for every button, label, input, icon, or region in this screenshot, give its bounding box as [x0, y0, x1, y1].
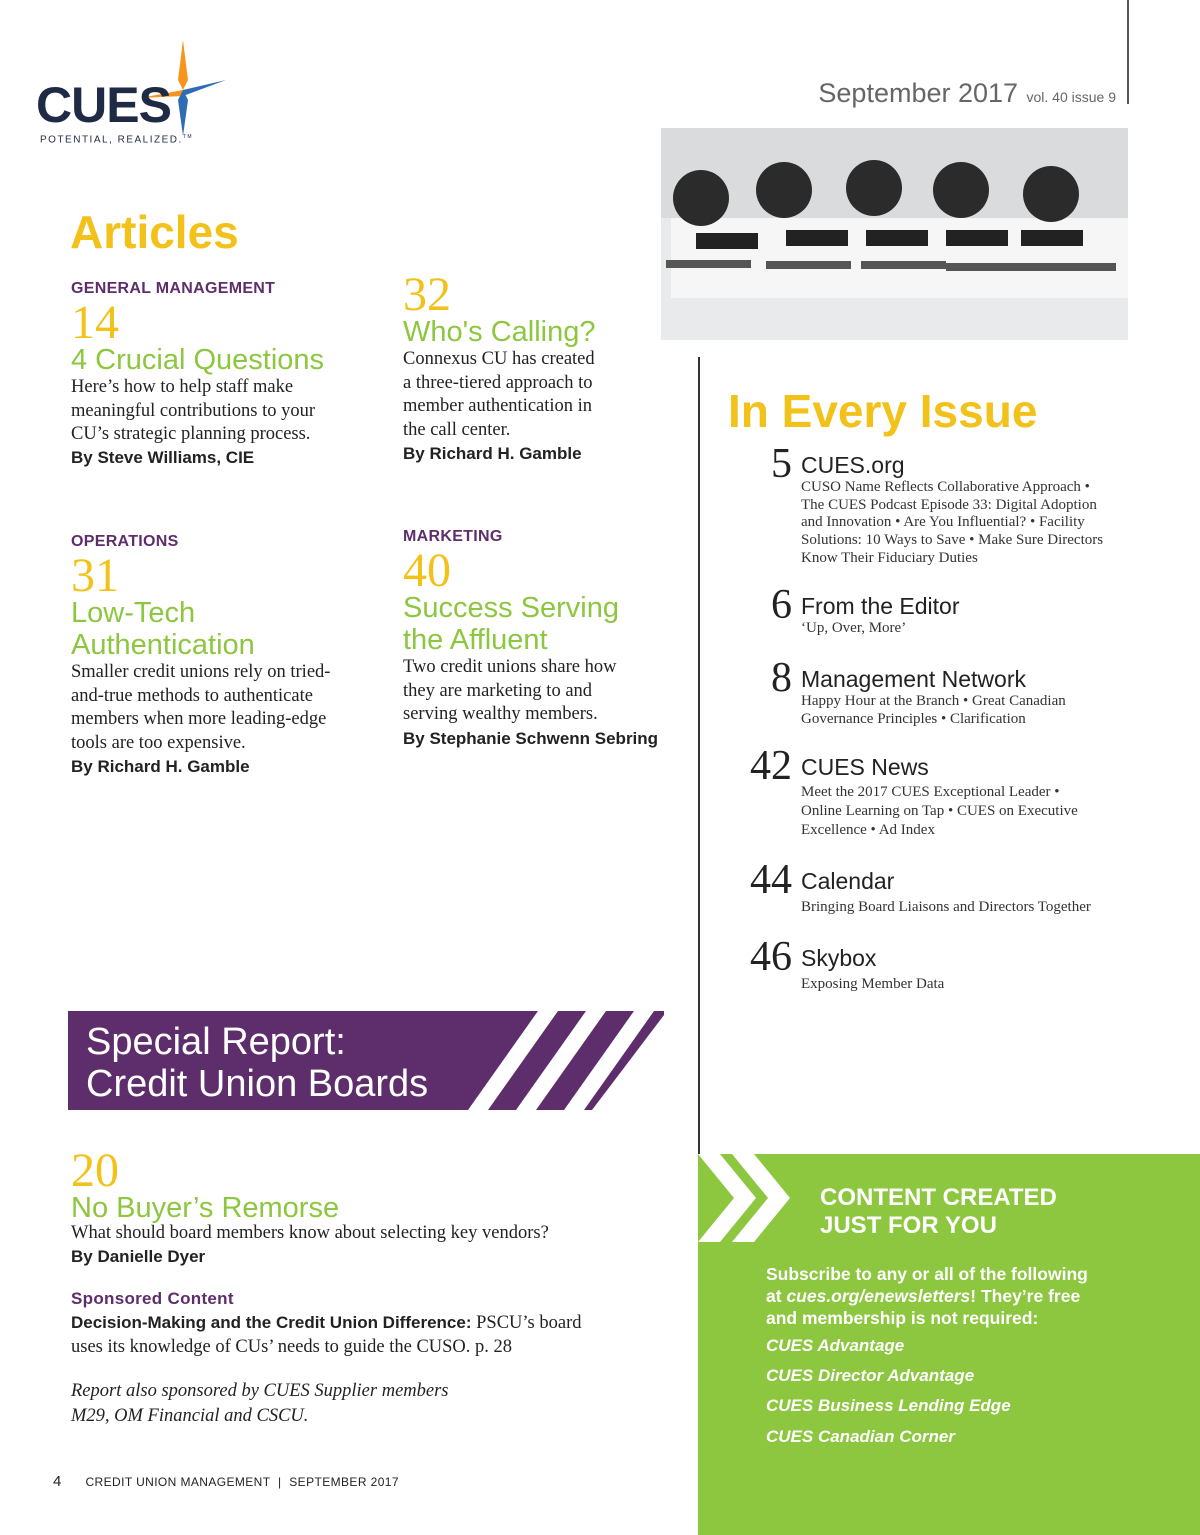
issue-title: Skybox: [801, 945, 877, 971]
sponsored-label: Sponsored Content: [71, 1289, 234, 1308]
article-general-management: [71, 280, 391, 468]
article-description: Smaller credit unions rely on tried- and-true methods to authenticate members when more leading-edge tools are too expensive.: [71, 662, 331, 753]
issue-page-number: 6: [771, 582, 792, 628]
article-page-number: 20: [71, 1144, 119, 1197]
article-page-number: 32: [403, 268, 451, 321]
in-every-issue-heading: In Every Issue: [728, 385, 1038, 437]
article-category: OPERATIONS: [71, 533, 179, 550]
promo-heading: CONTENT CREATED JUST FOR YOU: [820, 1184, 1057, 1239]
issue-title: From the Editor: [801, 593, 960, 619]
issue-title: CUES News: [801, 754, 929, 780]
page-number: 4: [53, 1473, 62, 1490]
issue-page-number: 5: [771, 441, 792, 487]
logo-wordmark: CUES: [36, 77, 171, 133]
article-description: Here’s how to help staff make meaningful contributions to your CU’s strategic planning process.: [71, 377, 316, 444]
issue-date: September 2017: [818, 78, 1019, 108]
article-page-number: 14: [71, 296, 119, 349]
chevrons-graphic: [698, 1154, 808, 1264]
issue-page-number: 44: [750, 857, 792, 903]
special-report-title: Special Report: Credit Union Boards: [86, 1021, 429, 1105]
issue-item-skybox: [722, 934, 1142, 994]
page-footer: 4 CREDIT UNION MANAGEMENT | SEPTEMBER 2017: [53, 1473, 399, 1490]
article-page-number: 40: [403, 544, 451, 597]
issue-page-number: 8: [771, 655, 792, 701]
issue-description: Meet the 2017 CUES Exceptional Leader • Online Learning on Tap • CUES on Executive Excellence • Ad Index: [801, 784, 1078, 838]
article-description: What should board members know about selecting key vendors?: [71, 1223, 549, 1243]
issue-item-management-network: [722, 655, 1142, 728]
newsletter-item[interactable]: CUES Director Advantage: [766, 1366, 975, 1385]
issue-description: Bringing Board Liaisons and Directors Together: [801, 899, 1091, 915]
issue-page-number: 42: [750, 743, 792, 789]
issue-volume: vol. 40 issue 9: [1026, 89, 1116, 105]
issue-title: Management Network: [801, 666, 1026, 692]
issue-item-calendar: [722, 857, 1142, 917]
issue-title: Calendar: [801, 868, 895, 894]
article-title: Low-Tech Authentication: [71, 597, 255, 661]
article-description: Connexus CU has created a three-tiered approach to member authentication in the call center.: [403, 349, 595, 440]
issue-page-number: 46: [750, 934, 792, 980]
article-description: Two credit unions share how they are marketing to and serving wealthy members.: [403, 657, 617, 724]
article-title: Success Serving the Affluent: [403, 592, 619, 656]
top-right-rule: [1127, 0, 1129, 104]
issue-item-cues-news: [722, 743, 1142, 840]
issue-description: CUSO Name Reflects Collaborative Approach • The CUES Podcast Episode 33: Digital Adoption and Innovation • Are You Influential? • Facility Solutions: 10 Ways to Save • Make Sure Directors Know Their Fiduciary Duties: [801, 479, 1104, 566]
newsletter-item[interactable]: CUES Advantage: [766, 1336, 905, 1355]
article-byline: By Richard H. Gamble: [71, 757, 250, 776]
issue-date-line: [818, 78, 1116, 109]
promo-text: Subscribe to any or all of the following at cues.org/enewsletters! They’re free and membership is not required:: [766, 1264, 1088, 1328]
issue-item-cues-org: [722, 441, 1142, 568]
logo-tagline: POTENTIAL, REALIZED.™: [40, 134, 194, 146]
article-page-number: 31: [71, 549, 119, 602]
call-center-photo: [661, 128, 1128, 340]
article-whos-calling: [403, 268, 693, 464]
article-title: No Buyer’s Remorse: [71, 1192, 340, 1224]
article-title: Who's Calling?: [403, 316, 596, 348]
column-divider: [698, 357, 700, 1154]
article-byline: By Danielle Dyer: [71, 1246, 206, 1266]
newsletter-list: [766, 1336, 1011, 1457]
article-category: GENERAL MANAGEMENT: [71, 280, 276, 297]
article-marketing: [403, 528, 693, 749]
issue-description: Happy Hour at the Branch • Great Canadian Governance Principles • Clarification: [801, 693, 1066, 727]
article-title: 4 Crucial Questions: [71, 344, 325, 376]
issue-description: ‘Up, Over, More’: [801, 620, 907, 636]
special-report-article: [71, 1144, 671, 1267]
sponsored-content: [71, 1289, 631, 1359]
issue-item-from-the-editor: [722, 582, 1142, 638]
newsletter-item[interactable]: CUES Canadian Corner: [766, 1427, 955, 1446]
article-byline: By Stephanie Schwenn Sebring: [403, 728, 659, 748]
article-byline: By Steve Williams, CIE: [71, 447, 255, 467]
issue-title: CUES.org: [801, 452, 905, 478]
article-byline: By Richard H. Gamble: [403, 444, 582, 463]
article-category: MARKETING: [403, 528, 503, 545]
enewsletters-link[interactable]: cues.org/enewsletters: [786, 1286, 971, 1306]
sponsored-text: Decision-Making and the Credit Union Difference: PSCU’s board uses its knowledge of CUs’ needs to guide the CUSO. p. 28: [71, 1313, 582, 1357]
newsletter-promo: [698, 1154, 1200, 1535]
article-operations: [71, 533, 391, 777]
newsletter-item[interactable]: CUES Business Lending Edge: [766, 1396, 1011, 1415]
issue-description: Exposing Member Data: [801, 976, 945, 992]
cues-logo: [36, 36, 236, 148]
publication-name: CREDIT UNION MANAGEMENT: [85, 1475, 271, 1489]
footer-month: SEPTEMBER 2017: [289, 1475, 399, 1489]
sponsor-note: Report also sponsored by CUES Supplier members M29, OM Financial and CSCU.: [71, 1381, 449, 1426]
articles-heading: Articles: [70, 206, 239, 258]
